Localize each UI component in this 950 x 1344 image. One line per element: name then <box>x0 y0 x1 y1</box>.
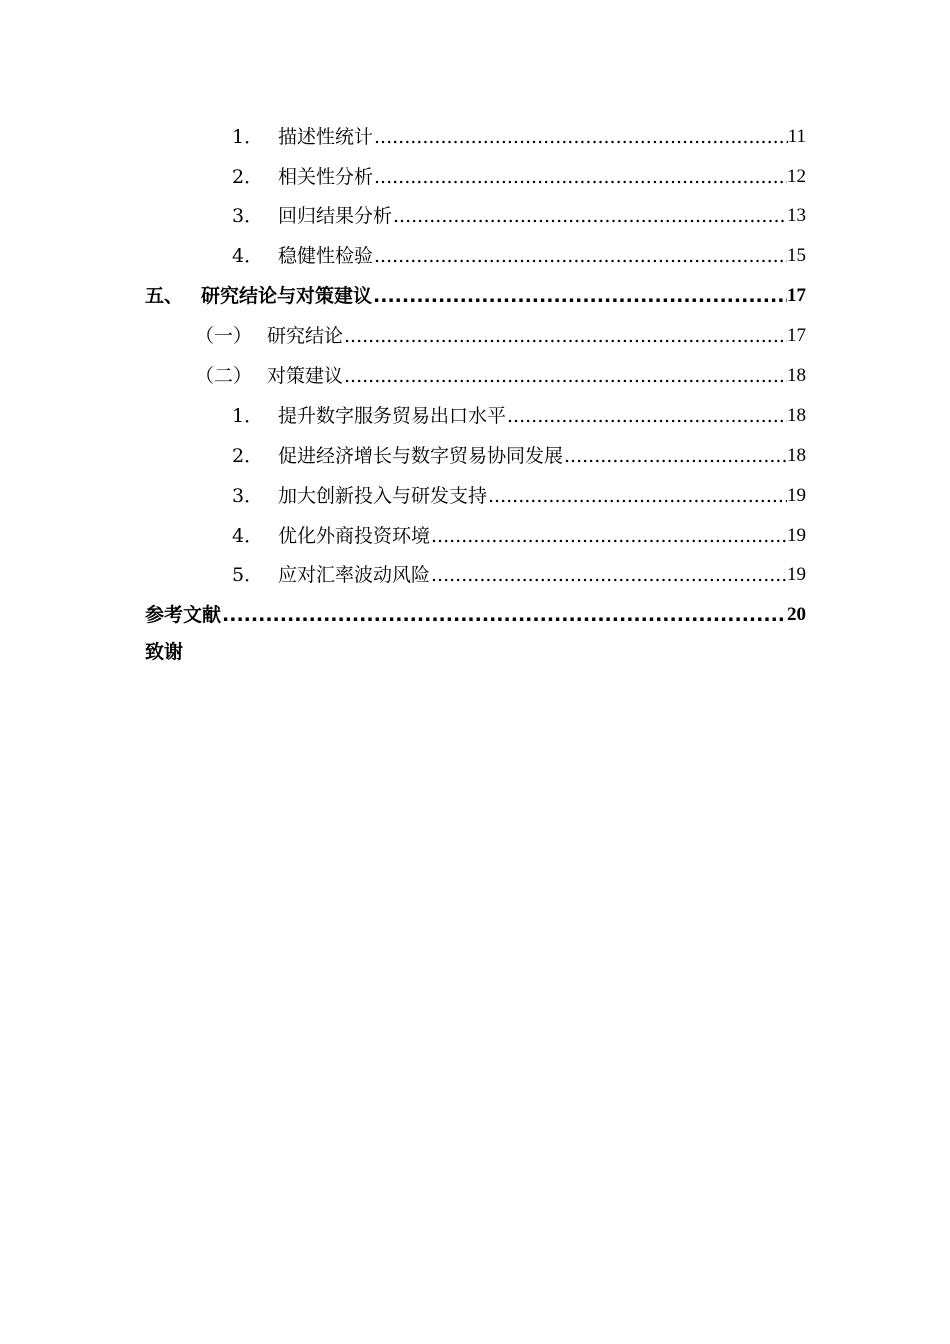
toc-entry-economic-growth-coordination[interactable] <box>232 442 806 470</box>
toc-entry-page-number: 18 <box>787 445 806 466</box>
toc-entry-title: 促进经济增长与数字贸易协同发展 <box>278 445 564 467</box>
toc-entry-page-number: 19 <box>787 525 806 546</box>
toc-entry-number: 1． <box>232 126 264 148</box>
dot-leader <box>221 601 787 629</box>
dot-leader <box>430 522 787 550</box>
toc-entry-page-number: 17 <box>787 325 806 346</box>
toc-entry-title: 致谢 <box>145 641 184 663</box>
toc-entry-title: 研究结论 <box>267 325 344 347</box>
toc-entry-acknowledgements[interactable] <box>145 638 806 666</box>
toc-entry-descriptive-statistics[interactable] <box>232 123 806 151</box>
toc-entry-title: 对策建议 <box>267 365 344 387</box>
toc-entry-title: 描述性统计 <box>278 126 374 148</box>
toc-entry-title: 稳健性检验 <box>278 245 374 267</box>
toc-entry-regression-results[interactable] <box>232 202 806 230</box>
toc-entry-title: 研究结论与对策建议 <box>201 285 373 307</box>
toc-entry-page-number: 17 <box>787 285 806 306</box>
toc-entry-page-number: 20 <box>787 604 806 625</box>
dot-leader <box>372 282 787 310</box>
toc-entry-robustness-test[interactable] <box>232 242 806 270</box>
toc-entry-research-conclusions[interactable] <box>195 322 806 350</box>
toc-entry-number: 3． <box>232 485 264 507</box>
dot-leader <box>430 561 787 589</box>
toc-entry-title: 相关性分析 <box>278 166 374 188</box>
toc-entry-foreign-investment-environment[interactable] <box>232 522 806 550</box>
toc-entry-number: 1． <box>232 405 264 427</box>
toc-entry-page-number: 19 <box>787 564 806 585</box>
toc-entry-page-number: 18 <box>787 365 806 386</box>
toc-entry-number: 2． <box>232 166 264 188</box>
toc-entry-policy-recommendations[interactable] <box>195 362 806 390</box>
toc-entry-page-number: 12 <box>787 166 806 187</box>
toc-entry-page-number: 19 <box>787 485 806 506</box>
toc-entry-title: 参考文献 <box>145 604 222 626</box>
toc-entry-chapter-5[interactable] <box>145 282 806 310</box>
toc-entry-number: 4． <box>232 525 264 547</box>
dot-leader <box>373 123 788 151</box>
toc-entry-number: （二） <box>195 365 253 387</box>
toc-entry-exchange-rate-risk[interactable] <box>232 561 806 589</box>
dot-leader <box>343 362 787 390</box>
toc-entry-number: 2． <box>232 445 264 467</box>
toc-entry-number: 3． <box>232 205 264 227</box>
toc-entry-page-number: 11 <box>787 126 806 147</box>
toc-entry-number: （一） <box>195 325 253 347</box>
toc-entry-number: 5． <box>232 564 264 586</box>
dot-leader <box>392 202 787 230</box>
toc-entry-digital-services-export[interactable] <box>232 402 806 430</box>
toc-entry-correlation-analysis[interactable] <box>232 163 806 191</box>
toc-entry-number: 4． <box>232 245 264 267</box>
toc-entry-title: 回归结果分析 <box>278 205 393 227</box>
toc-entry-references[interactable] <box>145 601 806 629</box>
toc-entry-page-number: 15 <box>787 245 806 266</box>
toc-entry-title: 优化外商投资环境 <box>278 525 431 547</box>
toc-entry-title: 加大创新投入与研发支持 <box>278 485 488 507</box>
dot-leader <box>343 322 787 350</box>
toc-entry-number: 五、 <box>145 285 184 307</box>
dot-leader <box>563 442 787 470</box>
toc-entry-title: 提升数字服务贸易出口水平 <box>278 405 507 427</box>
toc-entry-innovation-rd-support[interactable] <box>232 482 806 510</box>
toc-entry-page-number: 13 <box>787 205 806 226</box>
dot-leader <box>373 163 787 191</box>
dot-leader <box>373 242 787 270</box>
toc-entry-page-number: 18 <box>787 405 806 426</box>
dot-leader <box>506 402 787 430</box>
toc-entry-title: 应对汇率波动风险 <box>278 564 431 586</box>
dot-leader <box>487 482 787 510</box>
